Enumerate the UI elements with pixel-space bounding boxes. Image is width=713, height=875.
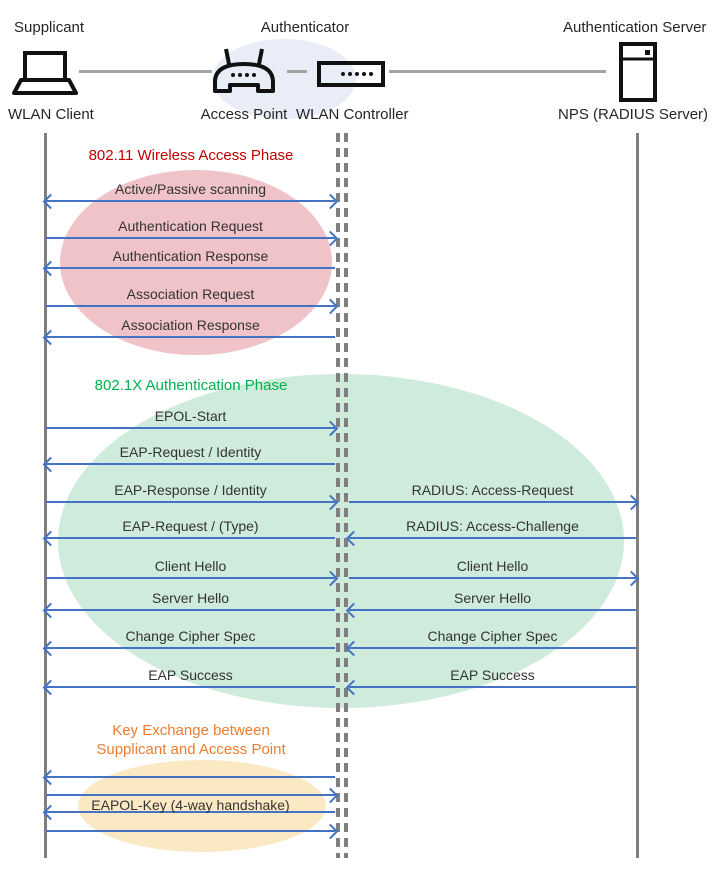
message-arrow (46, 336, 335, 338)
message-label: Change Cipher Spec (125, 628, 256, 644)
connector-line (389, 70, 606, 73)
message-label: RADIUS: Access-Request (411, 482, 574, 498)
message-label: EAP-Request / (Type) (122, 518, 259, 534)
message-arrow (46, 577, 335, 579)
message-arrow (46, 501, 335, 503)
message-label: Association Request (126, 286, 255, 302)
message-label: EAP Success (148, 667, 233, 683)
device-label-nps: NPS (RADIUS Server) (558, 106, 709, 123)
device-label-access-point: Access Point (200, 106, 288, 123)
role-authentication-server: Authentication Server (563, 19, 707, 36)
message-label: Association Response (121, 317, 260, 333)
message-label: Authentication Request (118, 218, 263, 234)
message-label: Active/Passive scanning (115, 181, 266, 197)
lifeline-authenticator-dashed-1 (336, 133, 340, 858)
device-label-wlan-controller: WLAN Controller (296, 106, 409, 123)
access-point-icon (212, 46, 276, 98)
message-arrow (46, 427, 335, 429)
message-arrow (46, 537, 335, 539)
phase-title-80211: 802.11 Wireless Access Phase (88, 147, 294, 164)
message-label: Client Hello (456, 558, 529, 574)
message-arrow (46, 267, 335, 269)
message-arrow (46, 463, 335, 465)
message-arrow (349, 647, 636, 649)
device-label-wlan-client: WLAN Client (8, 106, 94, 123)
lifeline-authenticator-dashed-2 (344, 133, 348, 858)
message-arrow (46, 776, 335, 778)
message-arrow (349, 686, 636, 688)
phase-title-key-exchange-line2: Supplicant and Access Point (96, 741, 286, 758)
message-arrow (349, 501, 636, 503)
connector-line (79, 70, 212, 73)
phase-title-key-exchange (46, 721, 336, 759)
message-label: Change Cipher Spec (427, 628, 558, 644)
message-label: Server Hello (151, 590, 230, 606)
message-arrow (46, 830, 335, 832)
message-arrow (46, 237, 335, 239)
message-arrow (46, 686, 335, 688)
message-label: EAP-Request / Identity (119, 444, 262, 460)
message-arrow (349, 537, 636, 539)
message-label: Server Hello (453, 590, 532, 606)
phase-title-8021x: 802.1X Authentication Phase (94, 377, 288, 394)
message-arrow (46, 609, 335, 611)
role-supplicant: Supplicant (14, 19, 85, 36)
message-label: Authentication Response (112, 248, 269, 264)
message-label: EPOL-Start (154, 408, 227, 424)
message-arrow (46, 305, 335, 307)
message-label: EAPOL-Key (4-way handshake) (91, 797, 290, 813)
role-authenticator: Authenticator (260, 19, 350, 36)
message-label: EAP Success (450, 667, 535, 683)
phase-title-key-exchange-line1: Key Exchange between (112, 722, 270, 739)
connector-line (287, 70, 307, 73)
laptop-icon (12, 50, 78, 98)
wlan-controller-icon (317, 61, 385, 87)
server-icon (619, 42, 657, 102)
message-arrow (349, 577, 636, 579)
message-arrow (46, 200, 335, 202)
message-label: Client Hello (154, 558, 227, 574)
lifeline-radius-server (636, 133, 639, 858)
message-arrow (349, 609, 636, 611)
message-label: RADIUS: Access-Challenge (406, 518, 579, 534)
message-arrow (46, 647, 335, 649)
message-label: EAP-Response / Identity (114, 482, 267, 498)
